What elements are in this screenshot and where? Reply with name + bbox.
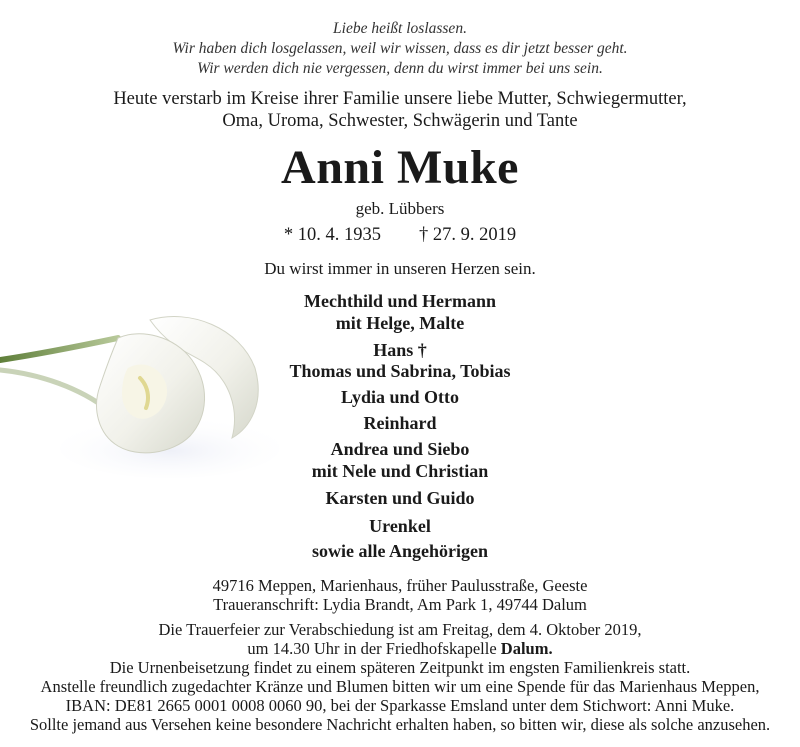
address-line-1: 49716 Meppen, Marienhaus, früher Paulusstraße, Geeste xyxy=(212,576,588,595)
memorial-saying: Du wirst immer in unseren Herzen sein. xyxy=(264,259,536,278)
intro-line-2: Oma, Uroma, Schwester, Schwägerin und Tante xyxy=(222,111,578,131)
deceased-name: Anni Muke xyxy=(281,141,519,194)
family-line-5: Lydia und Otto xyxy=(340,387,460,407)
family-line-1: Mechthild und Hermann xyxy=(303,291,497,311)
address-line-2: Traueranschrift: Lydia Brandt, Am Park 1, 49744 Dalum xyxy=(213,595,587,614)
ceremony-time-text: um 14.30 Uhr in der Friedhofskapelle xyxy=(247,639,501,658)
life-dates xyxy=(0,225,800,246)
family-line-11: sowie alle Angehörigen xyxy=(312,541,488,561)
ceremony-line-1: Die Trauerfeier zur Verabschiedung ist am Freitag, dem 4. Oktober 2019, xyxy=(158,620,642,639)
family-line-8: mit Nele und Christian xyxy=(311,461,489,481)
note-line-4: Sollte jemand aus Versehen keine besondere Nachricht erhalten haben, so bitten wir, diese als solche anzusehen. xyxy=(29,715,771,734)
family-line-6: Reinhard xyxy=(363,413,437,433)
family-line-10: Urenkel xyxy=(369,516,431,536)
family-line-7: Andrea und Siebo xyxy=(330,439,470,459)
birth-date: * 10. 4. 1935 xyxy=(283,225,381,245)
note-line-3: IBAN: DE81 2665 0001 0008 0060 90, bei der Sparkasse Emsland unter dem Stichwort: Anni Muke. xyxy=(65,696,735,715)
motto-line-1: Liebe heißt loslassen. xyxy=(333,20,467,37)
ceremony-line-2 xyxy=(0,639,800,659)
note-line-1: Die Urnenbeisetzung findet zu einem späteren Zeitpunkt im engsten Familienkreis statt. xyxy=(109,658,691,677)
ceremony-place: Dalum. xyxy=(500,639,553,658)
death-date: † 27. 9. 2019 xyxy=(419,225,517,245)
family-line-9: Karsten und Guido xyxy=(325,488,475,508)
motto-line-2: Wir haben dich losgelassen, weil wir wissen, dass es dir jetzt besser geht. xyxy=(172,40,628,57)
family-line-2: mit Helge, Malte xyxy=(335,313,465,333)
intro-line-1: Heute verstarb im Kreise ihrer Familie unsere liebe Mutter, Schwiegermutter, xyxy=(113,89,687,109)
family-line-4: Thomas und Sabrina, Tobias xyxy=(289,361,511,381)
maiden-name: geb. Lübbers xyxy=(355,199,445,218)
family-line-3: Hans † xyxy=(373,340,427,360)
motto-line-3: Wir werden dich nie vergessen, denn du wirst immer bei uns sein. xyxy=(197,60,603,77)
note-line-2: Anstelle freundlich zugedachter Kränze und Blumen bitten wir um eine Spende für das Marienhaus Meppen, xyxy=(40,677,760,696)
